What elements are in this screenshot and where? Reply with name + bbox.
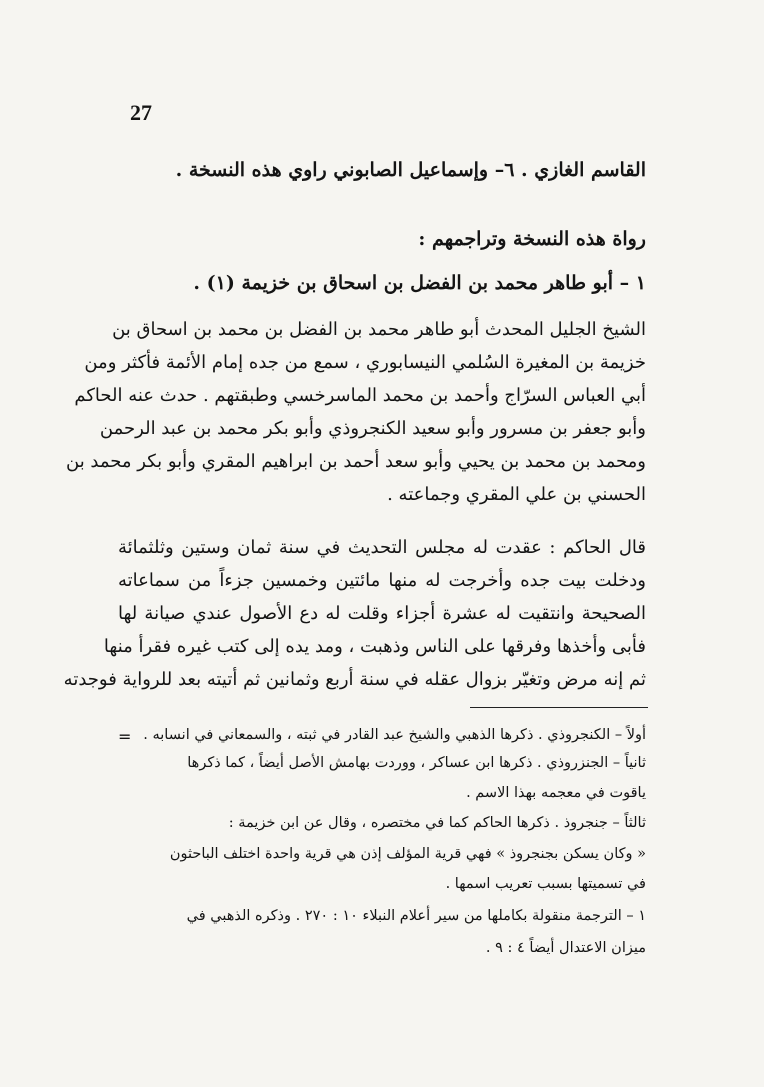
paragraph-line: ثم إنه مرض وتغيّر بزوال عقله في سنة أربع وثمانين ثم أتيته بعد للرواية فوجدته: [63, 669, 646, 690]
footnote-line: ميزان الاعتدال أيضاً ٤ : ٩ .: [485, 940, 646, 956]
intro-line: القاسم الغازي . ٦– وإسماعيل الصابوني راوي هذه النسخة .: [175, 159, 646, 181]
footnote-line: ١ – الترجمة منقولة بكاملها من سير أعلام النبلاء ١٠ : ٢٧٠ . وذكره الذهبي في: [186, 908, 646, 924]
footnote-line: ثالثاً – جنجروذ . ذكرها الحاكم كما في مختصره ، وقال عن ابن خزيمة :: [228, 815, 646, 831]
footnote-line: « وكان يسكن بجنجروذ » فهي قرية المؤلف إذن هي قرية واحدة اختلف الباحثون: [169, 846, 646, 862]
footnote-separator: [470, 707, 648, 708]
paragraph-line: ومحمد بن محمد بن يحيي وأبو سعد أحمد بن ابراهيم المقري وأبو بكر محمد بن: [66, 451, 646, 472]
paragraph-line: وأبو جعفر بن مسرور وأبو سعيد الكنجروذي وأبو بكر محمد بن عبد الرحمن: [99, 418, 646, 439]
footnote-continuation-marker: =: [118, 727, 132, 746]
paragraph-line: الحسني بن علي المقري وجماعته .: [387, 484, 646, 505]
paragraph-line: قال الحاكم : عقدت له مجلس التحديث في سنة ثمان وستين وثلثمائة: [118, 537, 646, 558]
paragraph-line: أبي العباس السرّاج وأحمد بن محمد الماسرخسي وطبقتهم . حدث عنه الحاكم: [74, 385, 646, 406]
footnote-line: في تسميتها بسبب تعريب اسمها .: [445, 876, 646, 892]
footnote-line: ياقوت في معجمه بهذا الاسم .: [466, 785, 646, 801]
section-heading: رواة هذه النسخة وتراجمهم :: [418, 228, 646, 250]
footnote-line: أولاً – الكنجروذي . ذكرها الذهبي والشيخ عبد القادر في ثبته ، والسمعاني في انسابه .: [143, 727, 646, 743]
paragraph-line: خزيمة بن المغيرة السُلمي النيسابوري ، سمع من جده إمام الأئمة فأكثر ومن: [84, 352, 646, 373]
paragraph-line: الشيخ الجليل المحدث أبو طاهر محمد بن الفضل بن محمد بن اسحاق بن: [112, 319, 646, 340]
paragraph-line: فأبى وأخذها وفرقها على الناس وذهبت ، ومد يده إلى كتب غيره فقرأ منها: [103, 636, 646, 657]
page-number: 27: [130, 100, 152, 125]
footnote-line: ثانياً – الجنزروذي . ذكرها ابن عساكر ، ووردت بهامش الأصل أيضاً ، كما ذكرها: [187, 755, 646, 771]
paragraph-line: ودخلت بيت جده وأخرجت له منها مائتين وخمسين جزءاً من سماعاته: [118, 570, 646, 591]
paragraph-line: الصحيحة وانتقيت له عشرة أجزاء وقلت له دع الأصول عندي صيانة لها: [118, 603, 646, 624]
narrator-heading: ١ – أبو طاهر محمد بن الفضل بن اسحاق بن خزيمة (١) .: [193, 272, 646, 294]
